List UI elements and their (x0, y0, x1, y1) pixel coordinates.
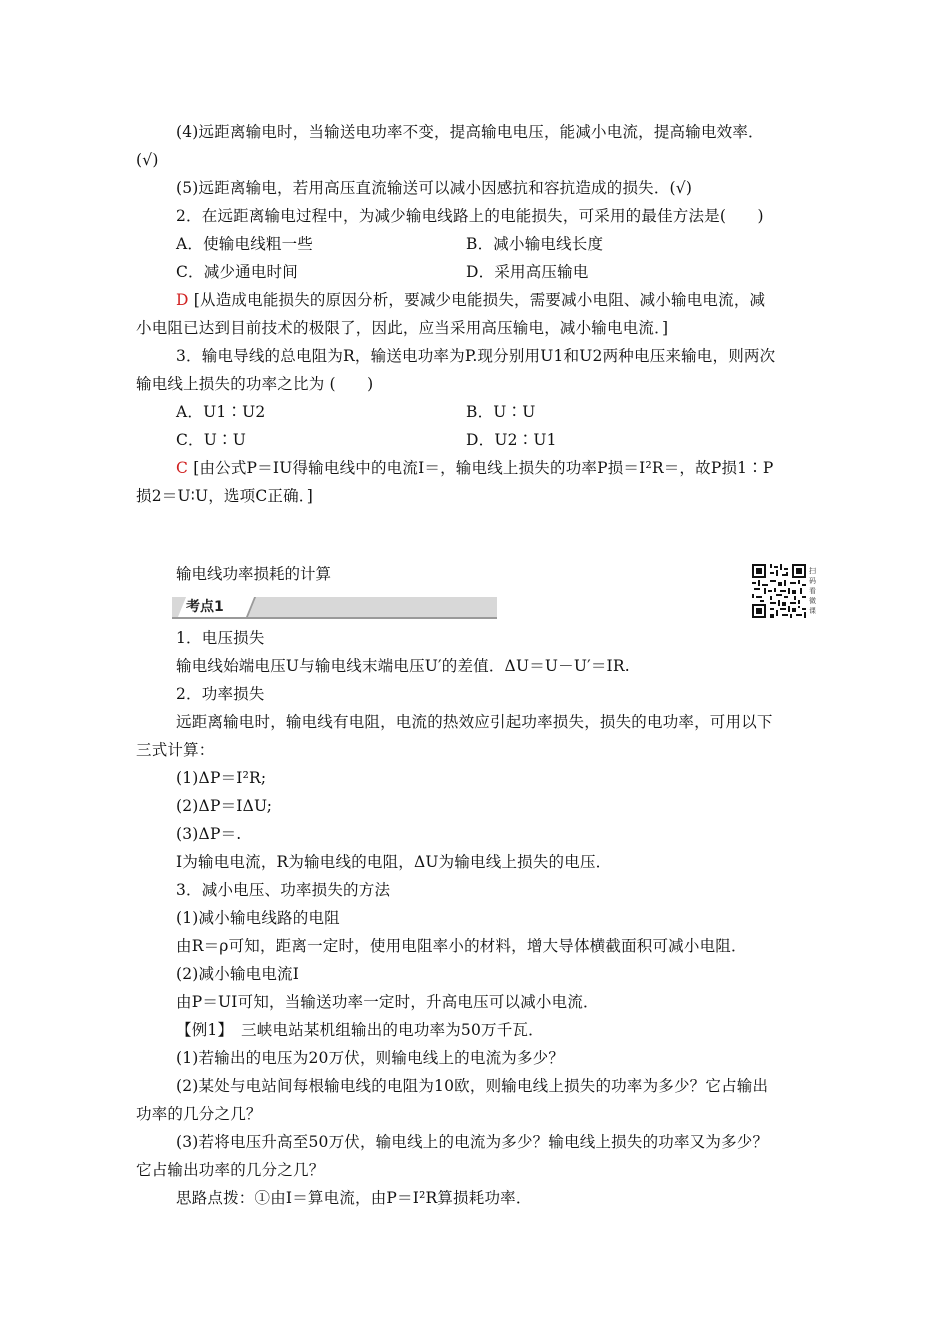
question-2: 2．在远距离输电过程中，为减少输电线路上的电能损失，可采用的最佳方法是( ) (176, 207, 764, 225)
statement-5: (5)远距离输电，若用高压直流输送可以减小因感抗和容抗造成的损失．(√) (176, 179, 693, 197)
question-3-cont: 输电线上损失的功率之比为 ( ) (136, 375, 374, 393)
q3-option-a: A．U1∶U2 (176, 403, 266, 421)
q3-answer-line (176, 458, 774, 478)
method-2-text: 由P＝UI可知，当输送功率一定时，升高电压可以减小电流． (176, 993, 599, 1011)
example-1-q3-cont: 它占输出功率的几分之几？ (136, 1161, 325, 1179)
q3-option-d: D．U2∶U1 (466, 431, 557, 449)
section-title: 输电线功率损耗的计算 (176, 565, 332, 583)
q2-option-d: D．采用高压输电 (466, 263, 589, 281)
q2-explanation-cont: 小电阻已达到目前技术的极限了，因此，应当采用高压输电，减小输电电流．] (136, 319, 669, 337)
example-1-q2: (2)某处与电站间每根输电线的电阻为10欧，则输电线上损失的功率为多少？它占输出 (176, 1077, 769, 1095)
q2-explanation: [从造成电能损失的原因分析，要减少电能损失，需要减小电阻、减小输电电流，减 (193, 291, 766, 309)
statement-4-mark: (√) (136, 151, 159, 169)
q2-option-a: A．使输电线粗一些 (176, 235, 313, 253)
power-loss-text: 远距离输电时，输电线有电阻，电流的热效应引起功率损失，损失的电功率，可用以下 (176, 713, 773, 731)
q3-explanation: [由公式P＝IU得输电线中的电流I＝，输电线上损失的功率P损＝I²R＝，故P损1∶P (193, 459, 774, 477)
kaodian-badge-bar (172, 597, 497, 619)
statement-4: (4)远距离输电时，当输送电功率不变，提高输电电压，能减小电流，提高输电效率． (176, 123, 764, 141)
formula-legend: I为输电电流，R为输电线的电阻，ΔU为输电线上损失的电压． (176, 853, 612, 871)
example-1-q2-cont: 功率的几分之几？ (136, 1105, 262, 1123)
example-1-title: 【例1】 三峡电站某机组输出的电功率为50万千瓦． (176, 1021, 544, 1039)
heading-voltage-loss: 1．电压损失 (176, 629, 265, 647)
heading-reduce-methods: 3．减小电压、功率损失的方法 (176, 881, 391, 899)
power-loss-text-cont: 三式计算： (136, 741, 215, 759)
q2-option-c: C．减少通电时间 (176, 263, 298, 281)
question-3: 3．输电导线的总电阻为R，输送电功率为P.现分别用U1和U2两种电压来输电，则两次 (176, 347, 776, 365)
q3-option-b: B．U∶U (466, 403, 536, 421)
method-1-text: 由R＝ρ可知，距离一定时，使用电阻率小的材料，增大导体横截面积可减小电阻． (176, 937, 747, 955)
qr-caption: 扫码看微课 (809, 567, 816, 615)
qr-code-icon[interactable] (752, 564, 806, 618)
heading-power-loss: 2．功率损失 (176, 685, 265, 703)
method-1-title: (1)减小输电线路的电阻 (176, 909, 340, 927)
q3-explanation-cont: 损2＝U∶U，选项C正确．] (136, 487, 313, 505)
formula-2: (2)ΔP＝IΔU; (176, 797, 273, 815)
formula-3: (3)ΔP＝. (176, 825, 242, 843)
q2-answer-letter: D (176, 291, 189, 309)
formula-1: (1)ΔP＝I²R; (176, 769, 267, 787)
kaodian-badge: 考点1 (186, 599, 224, 615)
q2-answer-line (176, 290, 765, 310)
q3-answer-letter: C (176, 459, 189, 477)
example-1-q1: (1)若输出的电压为20万伏，则输电线上的电流为多少？ (176, 1049, 565, 1067)
q3-option-c: C．U∶U (176, 431, 246, 449)
example-1-q3: (3)若将电压升高至50万伏，输电线上的电流为多少？输电线上损失的功率又为多少？ (176, 1133, 769, 1151)
hint-line: 思路点拨：①由I＝算电流，由P＝I²R算损耗功率． (176, 1189, 532, 1207)
q2-option-b: B．减小输电线长度 (466, 235, 604, 253)
voltage-loss-definition: 输电线始端电压U与输电线末端电压U′的差值．ΔU＝U－U′＝IR. (176, 657, 630, 675)
method-2-title: (2)减小输电电流I (176, 965, 300, 983)
